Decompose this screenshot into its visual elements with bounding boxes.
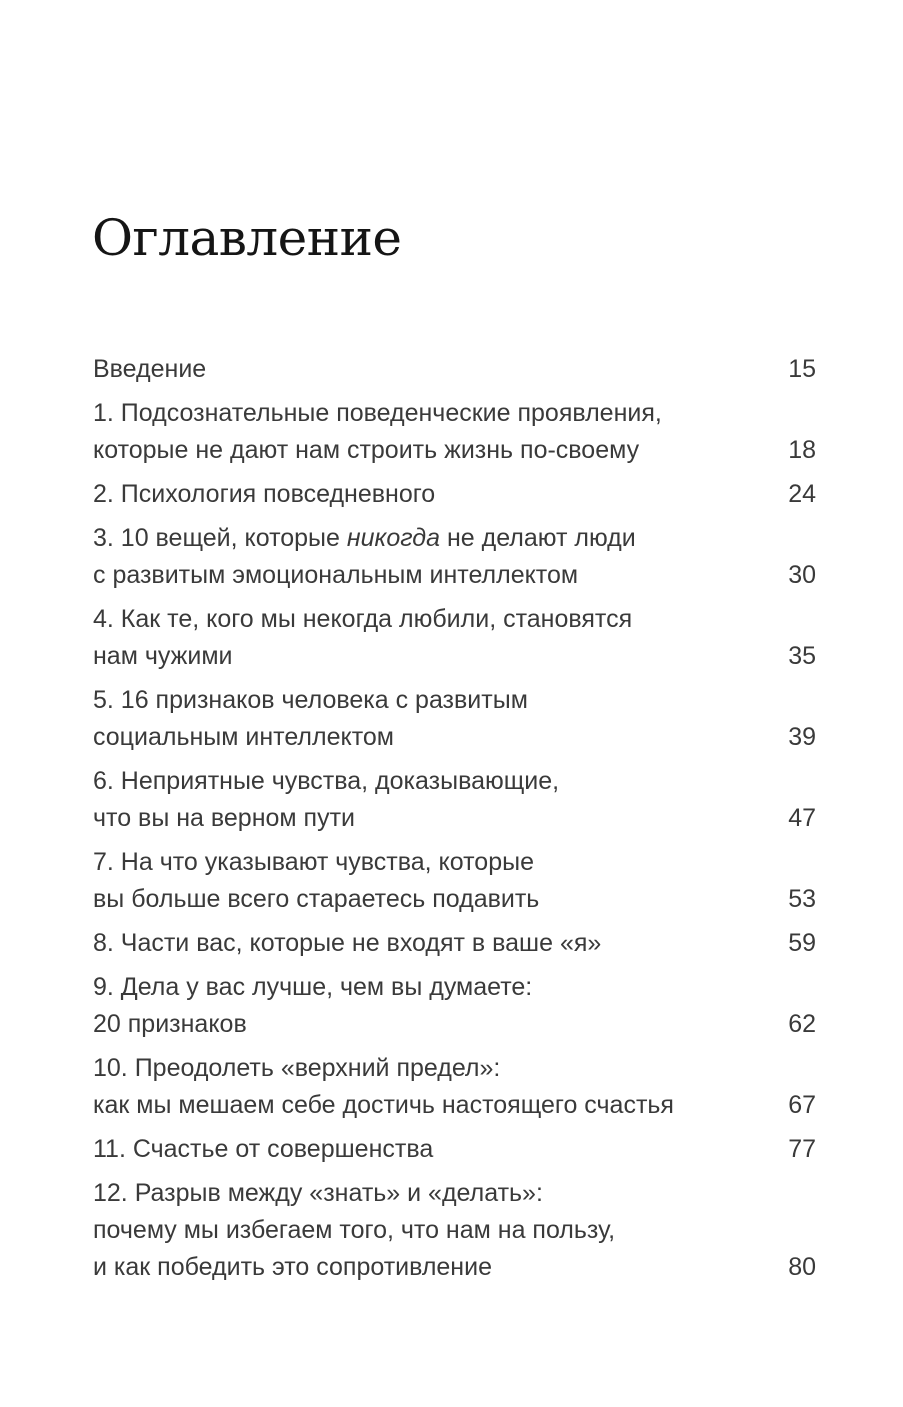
toc-entry-title-line (93, 351, 206, 388)
table-of-contents (93, 351, 816, 1293)
toc-entry-title (93, 520, 636, 594)
toc-text-segment: с развитым эмоциональным интеллектом (93, 561, 579, 589)
toc-page-number: 80 (788, 1253, 816, 1281)
toc-page-number: 35 (788, 642, 816, 670)
toc-text-segment: почему мы избегаем того, что нам на пользу, (93, 1216, 616, 1244)
toc-page-number: 59 (788, 929, 816, 957)
toc-text-segment: которые не дают нам строить жизнь по-своему (93, 436, 640, 464)
toc-entry-title-line (93, 719, 528, 756)
toc-entry-title-line (93, 682, 528, 719)
toc-page-number: 15 (788, 355, 816, 383)
toc-text-segment: что вы на верном пути (93, 804, 355, 832)
toc-entry-title-line (93, 1050, 674, 1087)
toc-entry-title-line (93, 1212, 615, 1249)
toc-text-segment: 20 признаков (93, 1010, 247, 1038)
toc-entry-title-line (93, 1249, 615, 1286)
toc-entry-title-line (93, 638, 632, 675)
toc-entry (93, 1050, 816, 1124)
toc-entry-title-line (93, 881, 539, 918)
toc-entry-title (93, 395, 662, 469)
toc-entry-title-line (93, 520, 636, 557)
toc-page-number: 39 (788, 723, 816, 751)
toc-text-segment: 7. На что указывают чувства, которые (93, 848, 534, 876)
toc-page-number: 67 (788, 1091, 816, 1119)
toc-entry (93, 763, 816, 837)
toc-entry (93, 351, 816, 388)
toc-entry-title (93, 1175, 615, 1286)
toc-page-number: 77 (788, 1135, 816, 1163)
toc-entry-title (93, 1050, 674, 1124)
toc-entry-title (93, 969, 532, 1043)
toc-entry-title-line (93, 1175, 615, 1212)
toc-entry-title-line (93, 395, 662, 432)
toc-entry-title-line (93, 763, 559, 800)
toc-text-segment: нам чужими (93, 642, 233, 670)
toc-entry-title-line (93, 476, 435, 513)
toc-text-segment: и как победить это сопротивление (93, 1253, 492, 1281)
toc-entry (93, 395, 816, 469)
toc-entry-title-line (93, 1006, 532, 1043)
toc-page-number: 30 (788, 561, 816, 589)
toc-text-segment: 8. Части вас, которые не входят в ваше «я» (93, 929, 602, 957)
toc-page-number: 18 (788, 436, 816, 464)
toc-entry (93, 476, 816, 513)
toc-entry (93, 925, 816, 962)
toc-page-number: 24 (788, 480, 816, 508)
toc-entry (93, 1131, 816, 1168)
toc-entry-title-line (93, 557, 636, 594)
toc-entry-title-line (93, 601, 632, 638)
toc-entry-title-line (93, 1131, 433, 1168)
toc-text-segment: 6. Неприятные чувства, доказывающие, (93, 767, 560, 795)
toc-text-segment: социальным интеллектом (93, 723, 394, 751)
toc-entry (93, 520, 816, 594)
toc-text-segment: не делают люди (440, 524, 636, 552)
toc-text-segment: 10. Преодолеть «верхний предел»: (93, 1054, 501, 1082)
toc-entry-title (93, 476, 435, 513)
toc-entry-title (93, 763, 559, 837)
toc-entry-title-line (93, 969, 532, 1006)
toc-entry-title-line (93, 844, 539, 881)
toc-text-segment: Введение (93, 355, 207, 383)
page-title: Оглавление (92, 209, 402, 267)
toc-page-number: 53 (788, 885, 816, 913)
toc-entry (93, 1175, 816, 1286)
toc-page-number: 62 (788, 1010, 816, 1038)
toc-text-segment: 1. Подсознательные поведенческие проявления, (93, 399, 662, 427)
toc-entry-title (93, 925, 601, 962)
toc-entry (93, 601, 816, 675)
toc-entry-title (93, 844, 539, 918)
toc-entry-title (93, 351, 206, 388)
toc-entry (93, 844, 816, 918)
toc-text-segment: вы больше всего стараетесь подавить (93, 885, 540, 913)
toc-text-segment: 11. Счастье от совершенства (93, 1135, 434, 1163)
toc-text-segment: 12. Разрыв между «знать» и «делать»: (93, 1179, 543, 1207)
toc-entry (93, 969, 816, 1043)
toc-page-number: 47 (788, 804, 816, 832)
toc-text-segment: 9. Дела у вас лучше, чем вы думаете: (93, 973, 533, 1001)
toc-text-segment: 4. Как те, кого мы некогда любили, становятся (93, 605, 633, 633)
toc-entry-title (93, 682, 528, 756)
toc-text-segment: 2. Психология повседневного (93, 480, 436, 508)
toc-entry-title-line (93, 1087, 674, 1124)
toc-entry-title-line (93, 800, 559, 837)
toc-text-segment: как мы мешаем себе достичь настоящего счастья (93, 1091, 674, 1119)
toc-entry (93, 682, 816, 756)
toc-entry-title (93, 601, 632, 675)
toc-entry-title-line (93, 925, 601, 962)
toc-text-segment: 5. 16 признаков человека с развитым (93, 686, 528, 714)
toc-text-segment: 3. 10 вещей, которые (93, 524, 347, 552)
toc-entry-title-line (93, 432, 662, 469)
toc-emphasis-text: никогда (346, 524, 441, 552)
toc-entry-title (93, 1131, 433, 1168)
